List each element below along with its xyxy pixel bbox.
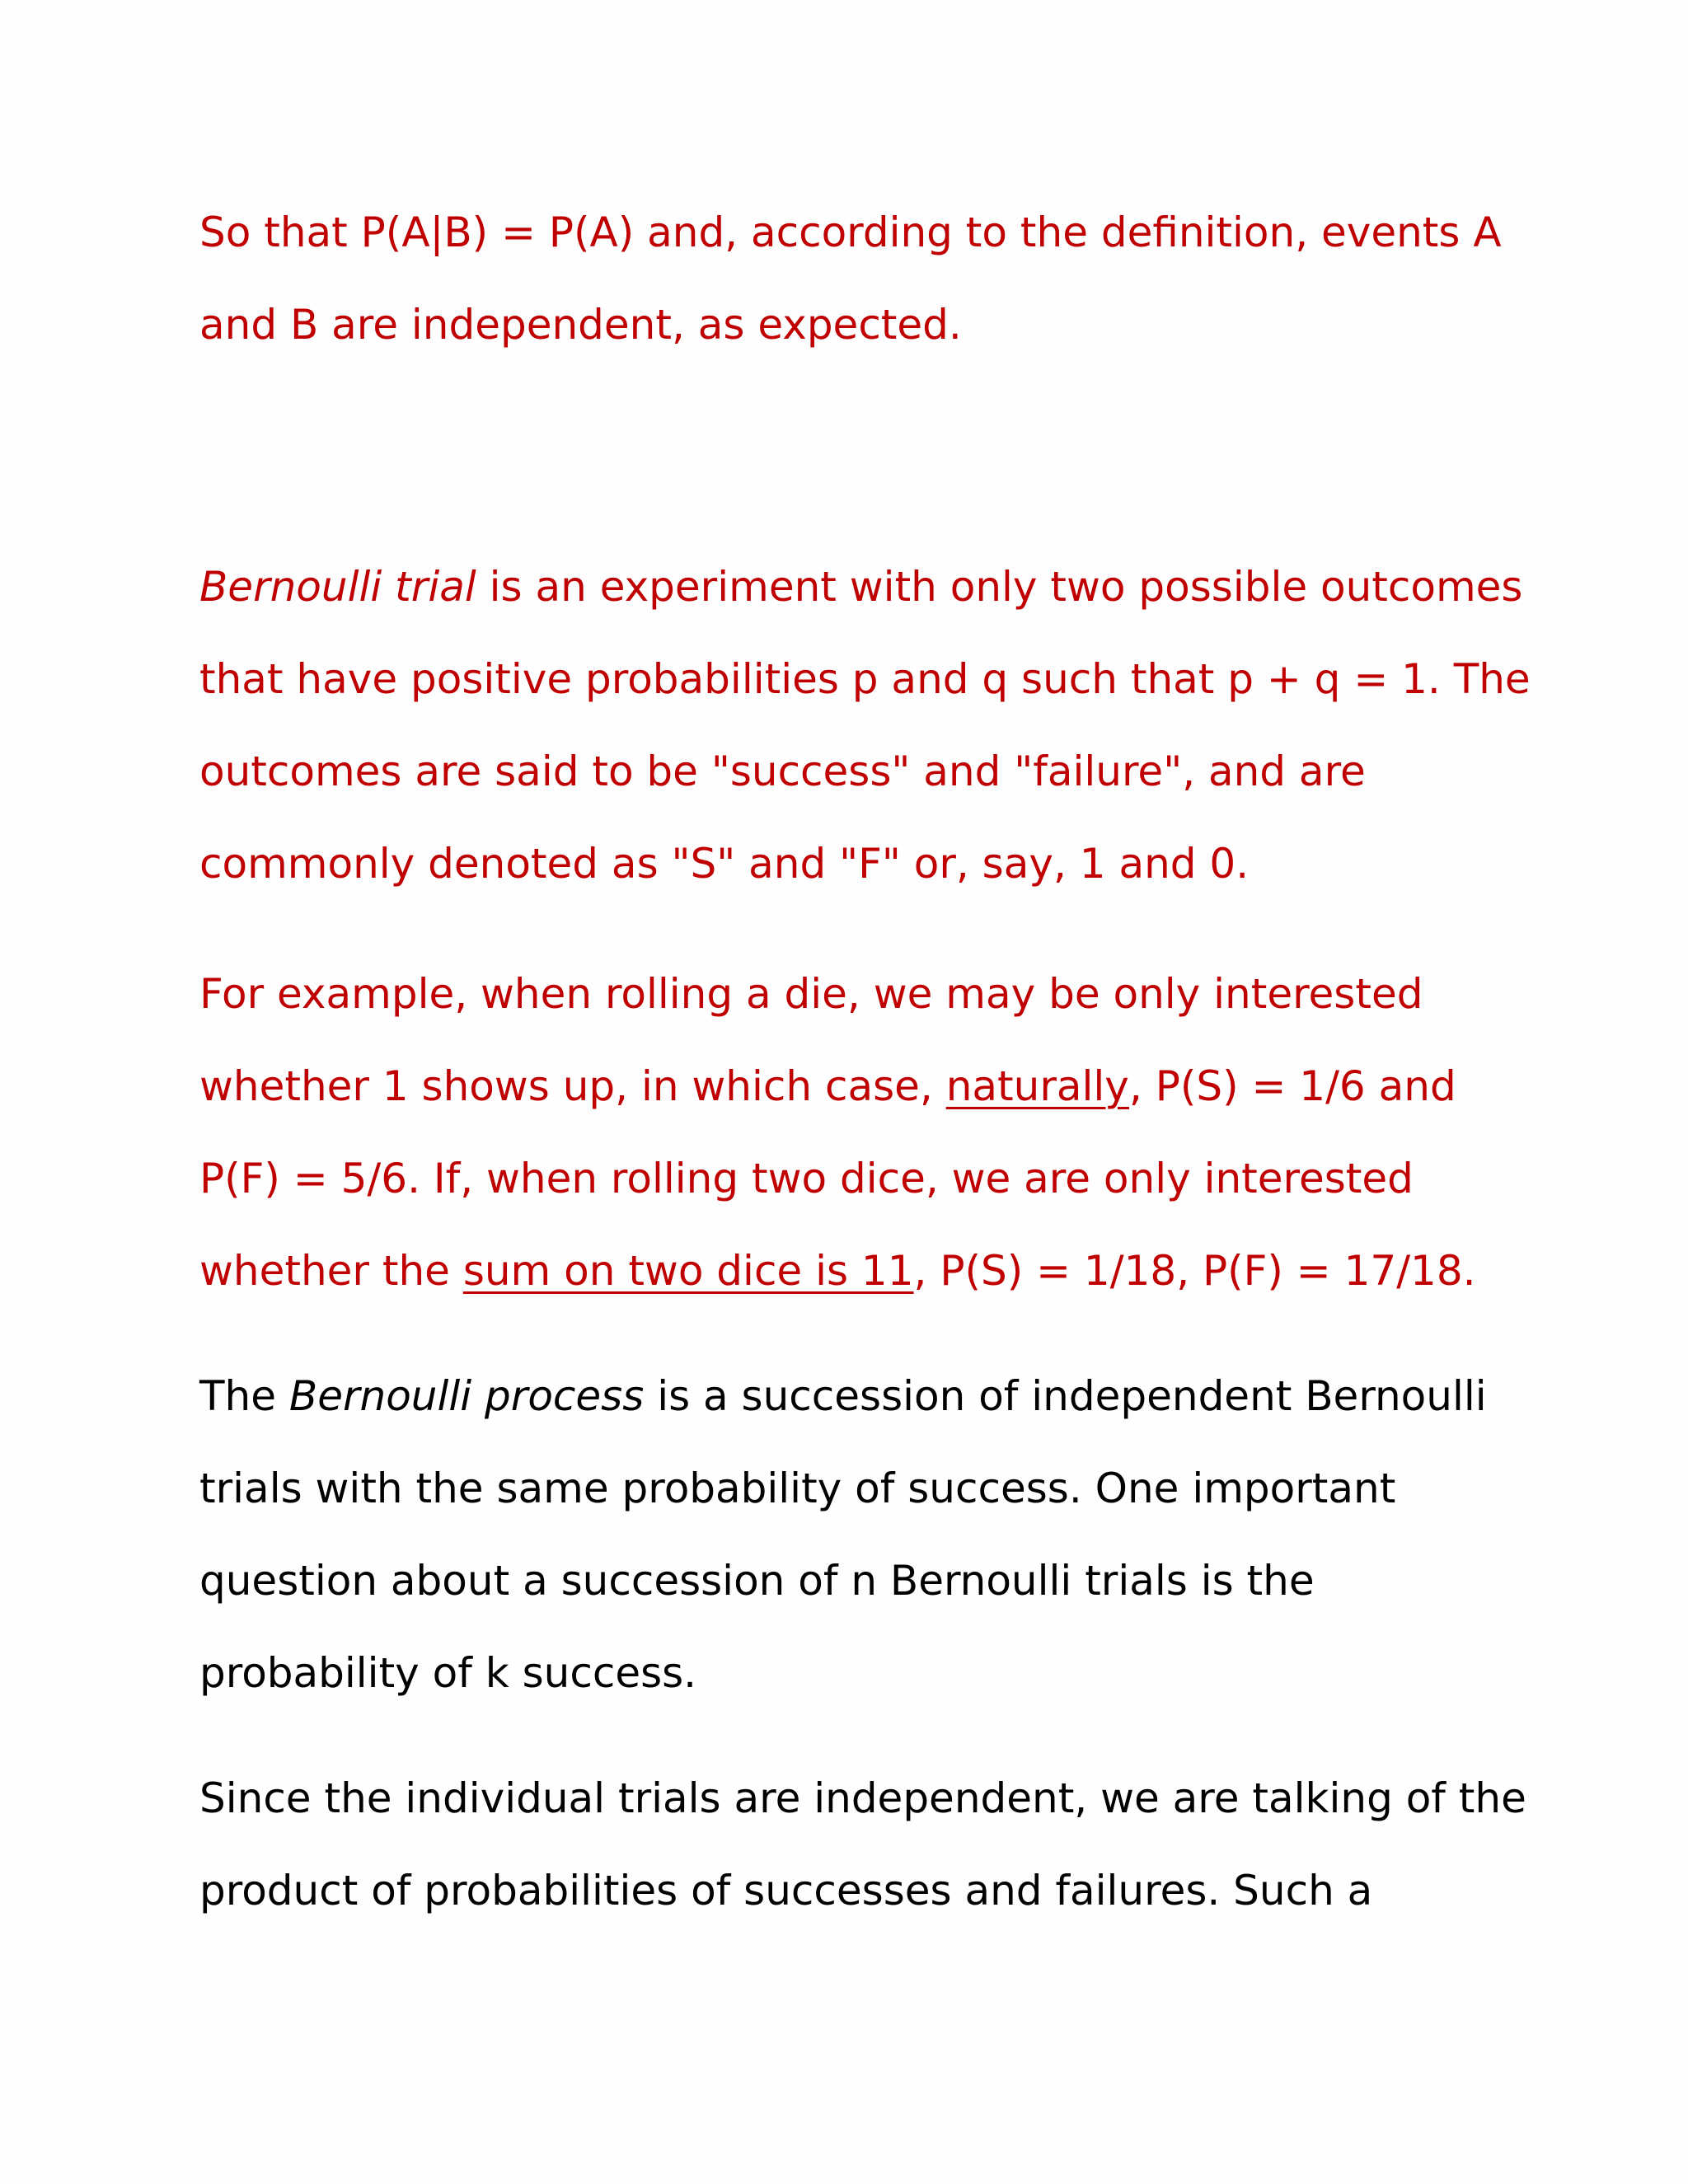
text-fragment: whether the [199,1247,463,1295]
text-line: Since the individual trials are independent, we are talking of the [199,1774,1526,1822]
text-fragment: whether 1 shows up, in which case, [199,1062,946,1110]
text-fragment: The [199,1372,289,1420]
text-fragment: , P(S) = 1/18, P(F) = 17/18. [913,1247,1476,1295]
text-line: and B are independent, as expected. [199,301,962,349]
text-line: For example, when rolling a die, we may be only interested [199,970,1423,1018]
term-bernoulli-process: Bernoulli process [288,1372,645,1420]
paragraph-independence-conclusion [199,186,1502,371]
text-line: So that P(A|B) = P(A) and, according to the definition, events A [199,209,1502,256]
paragraph-bernoulli-trial-definition [199,541,1531,910]
text-line [199,541,1523,633]
text-line: commonly denoted as "S" and "F" or, say, 1 and 0. [199,840,1250,888]
link-naturally[interactable]: naturally [945,1062,1129,1110]
paragraph-bernoulli-process [199,1350,1502,1719]
text-fragment: is a succession of independent Bernoulli [644,1372,1487,1420]
text-line [199,1350,1502,1442]
text-line [199,1040,1502,1132]
document-body [199,186,1531,1937]
text-line: question about a succession of n Bernoulli trials is the [199,1557,1315,1605]
paragraph-independent-trials [199,1752,1526,1937]
text-fragment: , P(S) = 1/6 and [1128,1062,1456,1110]
term-bernoulli-trial: Bernoulli trial [199,563,476,611]
text-line: P(F) = 5/6. If, when rolling two dice, we are only interested [199,1155,1414,1202]
text-line: outcomes are said to be "success" and "failure", and are [199,748,1366,795]
text-line: trials with the same probability of success. One important [199,1465,1396,1512]
text-fragment: is an experiment with only two possible outcomes [476,563,1523,611]
text-line [199,1225,1502,1317]
text-line: product of probabilities of successes and failures. Such a [199,1867,1373,1915]
text-line: probability of k success. [199,1649,697,1697]
paragraph-dice-example [199,948,1502,1317]
link-sum-on-two-dice[interactable]: sum on two dice is 11 [462,1247,914,1295]
text-line: that have positive probabilities p and q such that p + q = 1. The [199,655,1531,703]
